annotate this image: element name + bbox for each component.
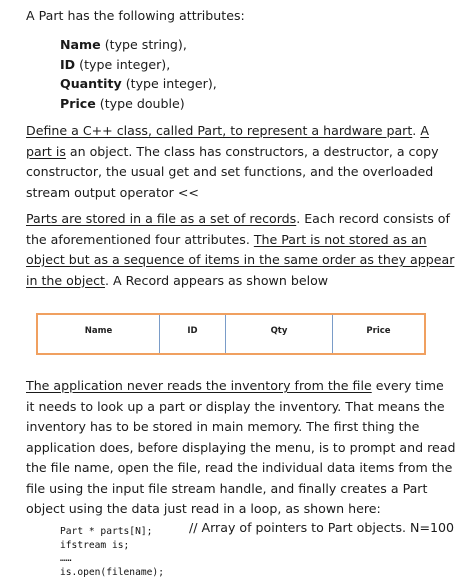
code-line: is.open(filename);	[60, 566, 164, 578]
code-comment: // Array of pointers to Part objects. N=100	[189, 520, 455, 535]
paragraph-text: every time it needs to look up a part or display the inventory. That means the inventory has to be stored in main memory. The first thing the application does, before displaying the menu, is to prompt and read the file name, open the file, read the individual data items from the file using the input file stream handle, and finally creates a Part object using the data just read in a loop, as shown here:	[26, 378, 456, 516]
application-paragraph	[26, 376, 456, 520]
attribute-type: (type integer),	[125, 76, 217, 91]
attribute-item	[60, 35, 217, 55]
attribute-name: Price	[60, 95, 96, 111]
record-table	[36, 313, 426, 355]
paragraph-text: . Each record consists of the aforementioned four attributes.	[26, 211, 450, 247]
storage-paragraph	[26, 209, 456, 291]
underlined-text: The Part is not stored as an object but as a sequence of items in the same order as they appear in the object	[26, 231, 455, 288]
underlined-text: Define a C++ class, called Part, to represent a hardware part	[26, 123, 413, 138]
underlined-text: Parts are stored in a file as a set of records	[26, 211, 297, 226]
record-header-price: Price	[366, 326, 391, 336]
underlined-text: A part is	[26, 123, 429, 159]
record-header-name: Name	[38, 315, 160, 353]
attribute-type: (type double)	[99, 95, 185, 111]
attribute-list	[60, 35, 217, 113]
record-header-id: ID	[160, 315, 226, 353]
attribute-item	[60, 74, 217, 94]
attribute-name: Quantity	[60, 76, 122, 91]
class-definition-paragraph	[26, 121, 456, 203]
attribute-name: Name	[60, 37, 101, 52]
record-header-qty: Qty	[226, 315, 333, 353]
paragraph-text: . A Record appears as shown below	[104, 272, 329, 288]
code-block	[60, 525, 164, 579]
intro-text: A Part has the following attributes:	[26, 8, 245, 23]
attribute-type: (type string),	[104, 37, 187, 52]
code-line: ……	[60, 553, 72, 564]
paragraph-text: an object. The class has constructors, a destructor, a copy constructor, the usual get and set functions, and the overloaded stream output operator <<	[26, 143, 439, 200]
attribute-type: (type integer),	[79, 56, 171, 72]
attribute-item	[60, 94, 217, 114]
code-line: Part * parts[N];	[60, 526, 153, 537]
underlined-text: The application never reads the inventory from the file	[26, 378, 372, 393]
paragraph-text: .	[412, 123, 421, 138]
attribute-item	[60, 55, 217, 75]
code-line: ifstream is;	[60, 539, 130, 551]
attribute-name: ID	[60, 56, 76, 72]
